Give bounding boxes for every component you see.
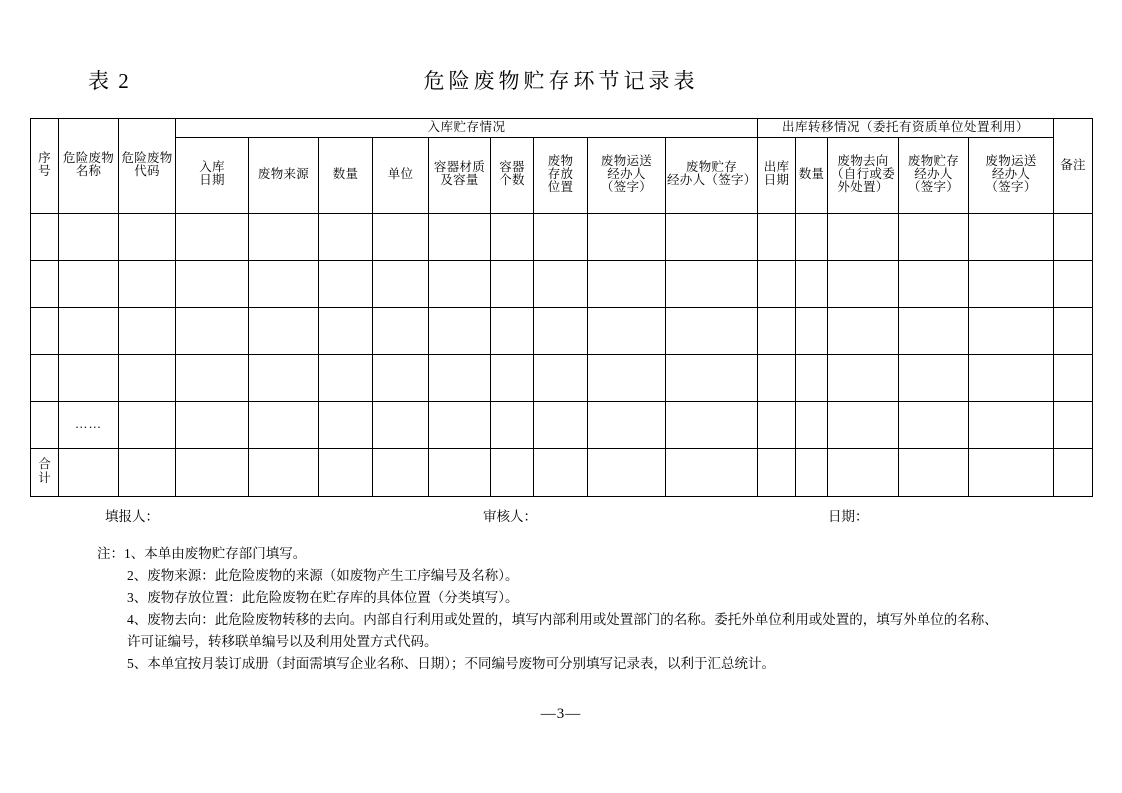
cell-in_transport_signer[interactable] [588, 307, 666, 354]
cell-waste_destination[interactable] [828, 260, 899, 307]
cell-waste_code[interactable] [119, 354, 176, 401]
cell-in_quantity[interactable] [319, 260, 373, 307]
cell-storage_location[interactable] [534, 401, 588, 448]
cell-waste_source[interactable] [249, 260, 319, 307]
header-out-quantity [796, 137, 828, 213]
cell-out_date[interactable] [758, 448, 796, 496]
cell-out_transport_signer[interactable] [969, 260, 1054, 307]
cell-in_date[interactable] [176, 260, 249, 307]
header-waste-name [59, 119, 119, 214]
header-storage-location [534, 137, 588, 213]
cell-in_quantity[interactable] [319, 307, 373, 354]
cell-container_spec[interactable] [429, 401, 491, 448]
header-waste-source [249, 137, 319, 213]
note-line-4: 4、废物去向：此危险废物转移的去向。内部自行利用或处置的，填写内部利用或处置部门的名称。委托外单位利用或处置的，填写外单位的名称、 [127, 612, 998, 627]
cell-storage_location[interactable] [534, 448, 588, 496]
header-unit [373, 137, 429, 213]
cell-out_storage_signer[interactable] [899, 260, 969, 307]
cell-in_storage_signer[interactable] [666, 448, 758, 496]
header-container-count [491, 137, 534, 213]
notes-block [97, 543, 1077, 675]
cell-index[interactable] [31, 213, 59, 260]
header-waste-code [119, 119, 176, 214]
cell-container_spec[interactable] [429, 448, 491, 496]
cell-remark[interactable] [1054, 354, 1093, 401]
cell-out_storage_signer[interactable] [899, 401, 969, 448]
reviewer-field[interactable]: 审核人： [483, 509, 537, 524]
cell-waste_source[interactable] [249, 213, 319, 260]
cell-out_quantity[interactable] [796, 213, 828, 260]
cell-in_transport_signer[interactable] [588, 213, 666, 260]
cell-waste_name[interactable] [59, 448, 119, 496]
cell-container_count[interactable] [491, 213, 534, 260]
cell-in_quantity[interactable] [319, 401, 373, 448]
cell-unit[interactable] [373, 401, 429, 448]
page-title: 危险废物贮存环节记录表 [423, 69, 699, 93]
header-container-spec [429, 137, 491, 213]
cell-out_date[interactable] [758, 307, 796, 354]
note-line-6: 5、本单宜按月装订成册（封面需填写企业名称、日期）；不同编号废物可分别填写记录表，以利于汇总统计。 [127, 656, 775, 671]
group-header-row [31, 119, 1093, 138]
cell-in_storage_signer[interactable] [666, 213, 758, 260]
header-unit-label: 单位 [387, 167, 414, 182]
note-line-3: 3、废物存放位置：此危险废物在贮存库的具体位置（分类填写）。 [127, 590, 519, 605]
header-waste-name-label: 危险废物 名称 [62, 150, 115, 179]
header-out-date [758, 137, 796, 213]
cell-waste_source[interactable] [249, 307, 319, 354]
cell-total-label: 合 计 [31, 448, 59, 496]
cell-out_storage_signer[interactable] [899, 307, 969, 354]
cell-in_storage_signer[interactable] [666, 401, 758, 448]
cell-storage_location[interactable] [534, 260, 588, 307]
cell-out_storage_signer[interactable] [899, 448, 969, 496]
table-row-data [31, 213, 1093, 260]
reporter-field[interactable]: 填报人： [105, 509, 159, 524]
header-storage-location-label: 废物 存放 位置 [547, 153, 574, 194]
header-out-storage-signer [899, 137, 969, 213]
cell-container_count[interactable] [491, 401, 534, 448]
cell-out_storage_signer[interactable] [899, 213, 969, 260]
header-waste-source-label: 废物来源 [257, 167, 310, 182]
header-waste-destination-label: 废物去向 （自行或委 外处置） [831, 153, 896, 194]
header-in-transport-signer [588, 137, 666, 213]
header-in-transport-signer-label: 废物运送 经办人 （签字） [600, 153, 653, 194]
header-in-storage-signer [666, 137, 758, 213]
cell-index[interactable] [31, 307, 59, 354]
table-row-data [31, 354, 1093, 401]
table-row-data [31, 260, 1093, 307]
header-container-count-label: 容器 个数 [499, 160, 525, 188]
cell-remark[interactable] [1054, 213, 1093, 260]
cell-out_transport_signer[interactable] [969, 307, 1054, 354]
cell-unit[interactable] [373, 260, 429, 307]
page-number: —3— [540, 706, 582, 722]
cell-out_date[interactable] [758, 260, 796, 307]
column-header-row [31, 137, 1093, 213]
cell-waste_destination[interactable] [828, 354, 899, 401]
header-out-transport-signer [969, 137, 1054, 213]
cell-unit[interactable] [373, 307, 429, 354]
cell-waste_code[interactable] [119, 213, 176, 260]
header-index [31, 119, 59, 214]
cell-waste_code[interactable] [119, 401, 176, 448]
cell-container_count[interactable] [491, 448, 534, 496]
table-row-data [31, 307, 1093, 354]
header-out-transport-signer-label: 废物运送 经办人 （签字） [985, 153, 1037, 194]
cell-in_transport_signer[interactable] [588, 401, 666, 448]
cell-in_quantity[interactable] [319, 213, 373, 260]
cell-container_spec[interactable] [429, 307, 491, 354]
cell-out_transport_signer[interactable] [969, 354, 1054, 401]
cell-out_date[interactable] [758, 213, 796, 260]
cell-container_spec[interactable] [429, 213, 491, 260]
cell-waste_name[interactable]: …… [59, 401, 119, 448]
note-line-2: 2、废物来源：此危险废物的来源（如废物产生工序编号及名称）。 [127, 568, 519, 583]
cell-container_count[interactable] [491, 307, 534, 354]
cell-remark[interactable] [1054, 448, 1093, 496]
cell-in_date[interactable] [176, 401, 249, 448]
cell-in_quantity[interactable] [319, 354, 373, 401]
cell-waste_destination[interactable] [828, 448, 899, 496]
cell-index[interactable] [31, 260, 59, 307]
header-remark: 备注 [1054, 119, 1093, 214]
cell-out_date[interactable] [758, 401, 796, 448]
waste-storage-record-table [30, 118, 1093, 497]
cell-out_quantity[interactable] [796, 260, 828, 307]
cell-waste_name[interactable] [59, 307, 119, 354]
cell-out_transport_signer[interactable] [969, 213, 1054, 260]
cell-storage_location[interactable] [534, 213, 588, 260]
cell-waste_code[interactable] [119, 307, 176, 354]
header-in-date [176, 137, 249, 213]
group-header-inbound: 入库贮存情况 [176, 119, 758, 138]
header-waste-destination [828, 137, 899, 213]
cell-in_date[interactable] [176, 213, 249, 260]
cell-waste_name[interactable] [59, 354, 119, 401]
header-out-storage-signer-label: 废物贮存 经办人 （签字） [907, 153, 960, 194]
cell-waste_code[interactable] [119, 448, 176, 496]
note-line-1: 注：1、本单由废物贮存部门填写。 [97, 546, 307, 561]
cell-container_count[interactable] [491, 260, 534, 307]
cell-out_date[interactable] [758, 354, 796, 401]
cell-waste_name[interactable] [59, 260, 119, 307]
cell-out_storage_signer[interactable] [899, 354, 969, 401]
table-body [31, 213, 1093, 496]
cell-out_quantity[interactable] [796, 401, 828, 448]
cell-unit[interactable] [373, 354, 429, 401]
table-row-total [31, 448, 1093, 496]
cell-in_transport_signer[interactable] [588, 354, 666, 401]
cell-waste_source[interactable] [249, 354, 319, 401]
record-table-wrapper [30, 118, 1092, 497]
cell-remark[interactable] [1054, 401, 1093, 448]
cell-in_transport_signer[interactable] [588, 260, 666, 307]
cell-waste_source[interactable] [249, 401, 319, 448]
cell-in_date[interactable] [176, 354, 249, 401]
title-row [0, 64, 1122, 102]
signature-row [0, 505, 1122, 529]
cell-container_spec[interactable] [429, 260, 491, 307]
cell-in_storage_signer[interactable] [666, 354, 758, 401]
form-number: 表 2 [88, 69, 131, 93]
cell-waste_destination[interactable] [828, 307, 899, 354]
cell-out_transport_signer[interactable] [969, 448, 1054, 496]
cell-unit[interactable] [373, 213, 429, 260]
header-out-quantity-label: 数量 [798, 167, 825, 182]
cell-in_transport_signer[interactable] [588, 448, 666, 496]
cell-container_count[interactable] [491, 354, 534, 401]
cell-waste_code[interactable] [119, 260, 176, 307]
cell-out_quantity[interactable] [796, 448, 828, 496]
table-head [31, 119, 1093, 214]
cell-waste_name[interactable] [59, 213, 119, 260]
cell-remark[interactable] [1054, 307, 1093, 354]
cell-in_quantity[interactable] [319, 448, 373, 496]
cell-in_storage_signer[interactable] [666, 307, 758, 354]
cell-index[interactable] [31, 401, 59, 448]
cell-out_quantity[interactable] [796, 307, 828, 354]
cell-out_transport_signer[interactable] [969, 401, 1054, 448]
header-index-label: 序 号 [38, 150, 51, 179]
header-in-date-label: 入库 日期 [199, 160, 225, 188]
header-waste-code-label: 危险废物 代码 [121, 150, 173, 179]
cell-waste_destination[interactable] [828, 213, 899, 260]
cell-waste_source[interactable] [249, 448, 319, 496]
cell-container_spec[interactable] [429, 354, 491, 401]
cell-in_date[interactable] [176, 448, 249, 496]
cell-storage_location[interactable] [534, 307, 588, 354]
header-out-date-label: 出库 日期 [763, 160, 790, 188]
header-in-quantity-label: 数量 [332, 167, 359, 182]
table-row-ellipsis [31, 401, 1093, 448]
header-container-spec-label: 容器材质 及容量 [433, 160, 486, 188]
group-header-outbound: 出库转移情况（委托有资质单位处置利用） [758, 119, 1054, 138]
note-line-5: 许可证编号，转移联单编号以及利用处置方式代码。 [127, 634, 438, 649]
cell-index[interactable] [31, 354, 59, 401]
cell-in_storage_signer[interactable] [666, 260, 758, 307]
header-in-storage-signer-label: 废物贮存 经办人（签字） [667, 160, 757, 188]
cell-in_date[interactable] [176, 307, 249, 354]
cell-out_quantity[interactable] [796, 354, 828, 401]
cell-remark[interactable] [1054, 260, 1093, 307]
date-field[interactable]: 日期： [828, 509, 869, 524]
header-in-quantity [319, 137, 373, 213]
cell-waste_destination[interactable] [828, 401, 899, 448]
cell-storage_location[interactable] [534, 354, 588, 401]
cell-unit[interactable] [373, 448, 429, 496]
